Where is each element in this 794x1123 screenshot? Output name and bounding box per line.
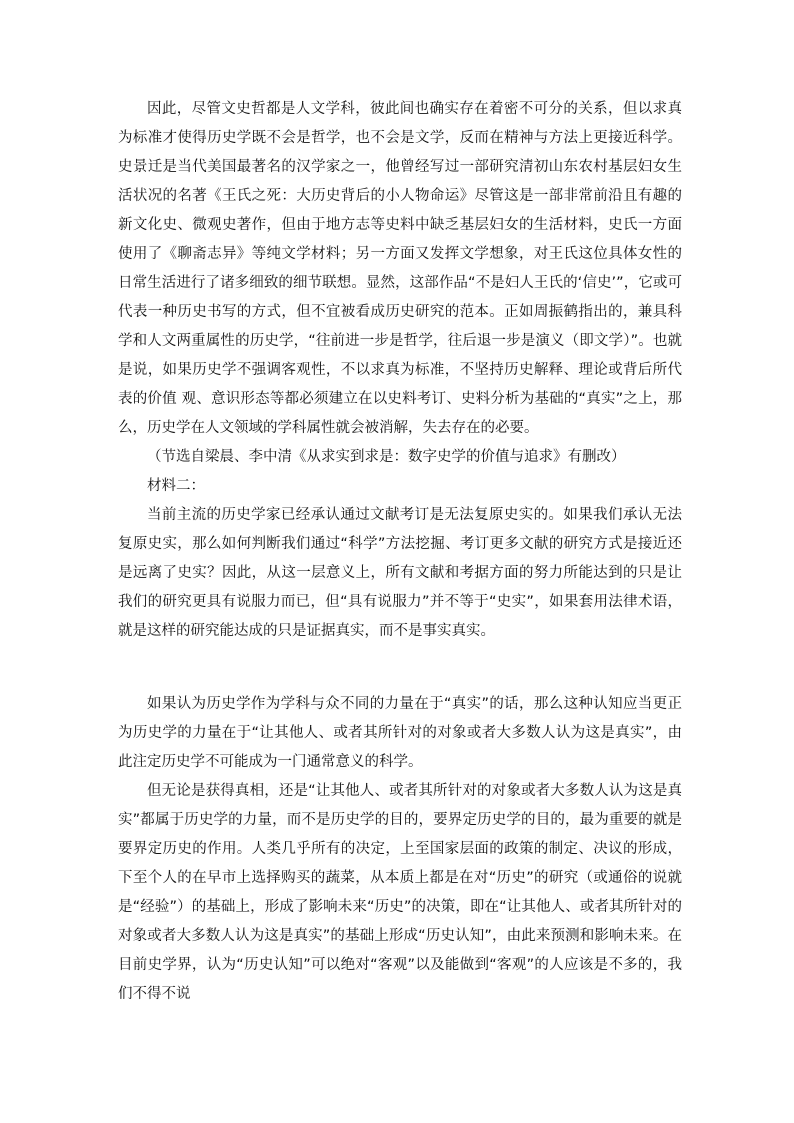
paragraph-gap xyxy=(118,646,682,690)
section-heading-material-two: 材料二： xyxy=(147,478,205,494)
paragraph-conclusion-material-one: 因此，尽管文史哲都是人文学科，彼此间也确实存在着密不可分的关系，但以求真为标准才使得历史学既不会是哲学，也不会是文学，反而在精神与方法上更接近科学。史景迁是当代美国最著名的汉学家之一，他曾经写过一部研究清初山东农村基层妇女生活状况的名著《王氏之死：大历史背后的小人物命运》尽管这是一部非常前沿且有趣的新文化史、微观史著作，但由于地方志等史料中缺乏基层妇女的生活材料，史氏一方面使用了《聊斋志异》等纯文学材料；另一方面又发挥文学想象，对王氏这位具体女性的日常生活进行了诸多细致的细节联想。显然，这部作品“不是妇人王氏的‘信史’”，它或可代表一种历史书写的方式，但不宜被看成历史研究的范本。正如周振鹤指出的，兼具科学和人文两重属性的历史学，“往前进一步是哲学，往后退一步是演义（即文学）”。也就是说，如果历史学不强调客观性，不以求真为标准，不坚持历史解释、理论或背后所代表的价值 观、意识形态等都必须建立在以史料考订、史料分析为基础的“真实”之上，那么，历史学在人文领域的学科属性就会被消解，失去存在的必要。 xyxy=(118,101,682,436)
paragraph-history-power: 如果认为历史学作为学科与众不同的力量在于“真实”的话，那么这种认知应当更正为历史学的力量在于“让其他人、或者其所针对的对象或者大多数人认为这是真实”，由此注定历史学不可能成为一门通常意义的科学。 xyxy=(118,696,682,770)
document-body xyxy=(118,95,682,1009)
source-citation: （节选自梁晨、李中清《从求实到求是：数字史学的价值与追求》有删改） xyxy=(147,449,626,465)
paragraph-history-purpose: 但无论是获得真相，还是“让其他人、或者其所针对的对象或者大多数人认为这是真实”都属于历史学的力量，而不是历史学的目的，要界定历史学的目的，最为重要的就是要界定历史的作用。人类几乎所有的决定，上至国家层面的政策的制定、决议的形成，下至个人的在早市上选择购买的蔬菜，从本质上都是在对“历史”的研究（或通俗的说就是“经验”）的基础上，形成了影响未来“历史”的决策，即在“让其他人、或者其所针对的对象或者大多数人认为这是真实”的基础上形成“历史认知”，由此来预测和影响未来。在目前史学界，认为“历史认知”可以绝对“客观”以及能做到“客观”的人应该是不多的，我们不得不说 xyxy=(118,783,682,1002)
paragraph-material-two-intro: 当前主流的历史学家已经承认通过文献考订是无法复原史实的。如果我们承认无法复原史实，那么如何判断我们通过“科学”方法挖掘、考订更多文献的研究方式是接近还是远离了史实？因此，从这一层意义上，所有文献和考据方面的努力所能达到的只是让我们的研究更具有说服力而已，但“具有说服力”并不等于“史实”，如果套用法律术语，就是这样的研究能达成的只是证据真实，而不是事实真实。 xyxy=(118,507,682,639)
